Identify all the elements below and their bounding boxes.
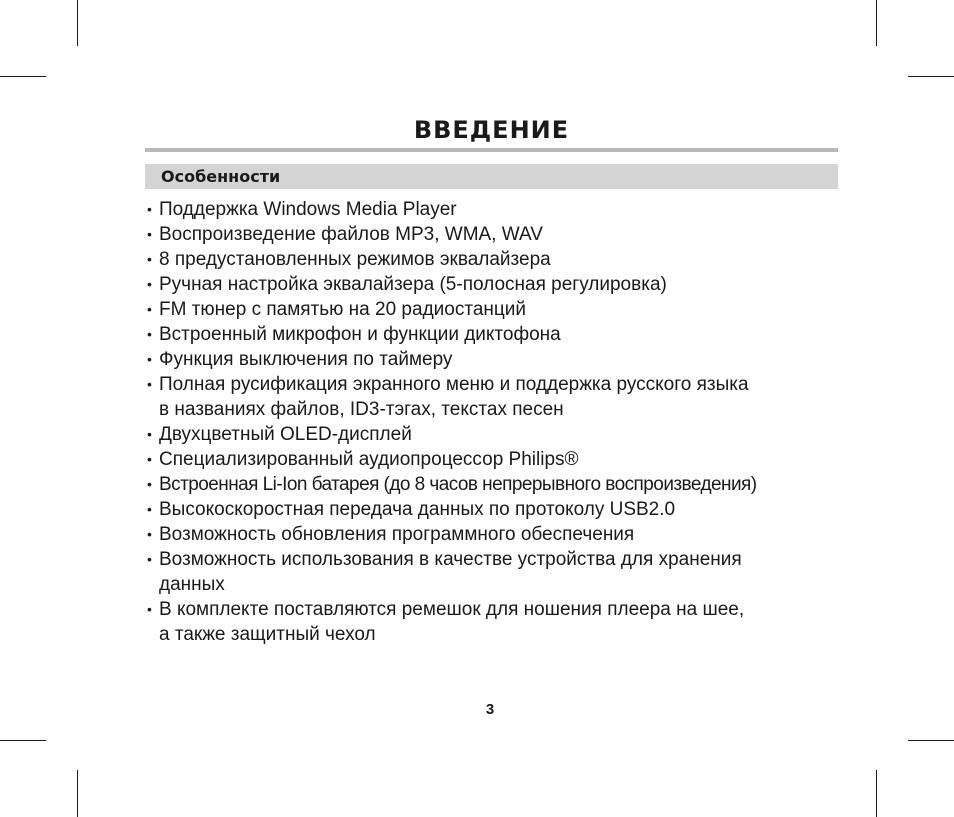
title-rule bbox=[145, 148, 838, 152]
page-title: ВВЕДЕНИЕ bbox=[413, 116, 570, 144]
feature-item bbox=[147, 197, 847, 222]
page-number: 3 bbox=[485, 701, 495, 718]
crop-mark-top-right-vertical bbox=[876, 0, 877, 46]
feature-item bbox=[147, 497, 847, 522]
bullet-icon: • bbox=[147, 476, 152, 492]
feature-item bbox=[147, 547, 847, 597]
bullet-icon: • bbox=[147, 326, 152, 342]
feature-text-line: Возможность обновления программного обеспечения bbox=[159, 524, 635, 545]
bullet-icon: • bbox=[147, 426, 152, 442]
bullet-icon: • bbox=[147, 376, 152, 392]
crop-mark-top-left-vertical bbox=[77, 0, 78, 46]
feature-text-line: Возможность использования в качестве устройства для хранения bbox=[159, 549, 742, 570]
feature-text-line: FM тюнер с памятью на 20 радиостанций bbox=[159, 299, 526, 320]
section-header-bar bbox=[145, 164, 838, 189]
feature-item bbox=[147, 597, 847, 647]
crop-mark-bottom-right-vertical bbox=[876, 770, 877, 817]
feature-text-line: а также защитный чехол bbox=[159, 624, 376, 645]
feature-text-line: Ручная настройка эквалайзера (5-полосная регулировка) bbox=[159, 274, 667, 295]
crop-mark-bottom-right-horizontal bbox=[908, 740, 954, 741]
feature-item bbox=[147, 472, 847, 497]
crop-mark-bottom-left-horizontal bbox=[0, 740, 46, 741]
feature-text-line: Специализированный аудиопроцессор Philips® bbox=[159, 449, 579, 470]
crop-mark-bottom-left-vertical bbox=[77, 770, 78, 817]
bullet-icon: • bbox=[147, 351, 152, 367]
bullet-icon: • bbox=[147, 276, 152, 292]
feature-text-line: Полная русификация экранного меню и поддержка русского языка bbox=[159, 374, 749, 395]
bullet-icon: • bbox=[147, 301, 152, 317]
feature-text-line: Воспроизведение файлов MP3, WMA, WAV bbox=[159, 224, 543, 245]
feature-item bbox=[147, 322, 847, 347]
bullet-icon: • bbox=[147, 226, 152, 242]
feature-text-line: Функция выключения по таймеру bbox=[159, 349, 453, 370]
feature-text-line: в названиях файлов, ID3-тэгах, текстах песен bbox=[159, 399, 564, 420]
crop-mark-top-right-horizontal bbox=[908, 76, 954, 77]
bullet-icon: • bbox=[147, 251, 152, 267]
bullet-icon: • bbox=[147, 201, 152, 217]
feature-item bbox=[147, 297, 847, 322]
feature-text-line: данных bbox=[159, 574, 225, 595]
bullet-icon: • bbox=[147, 501, 152, 517]
feature-text-line: В комплекте поставляются ремешок для ношения плеера на шее, bbox=[159, 599, 745, 620]
feature-text-line: Двухцветный OLED-дисплей bbox=[159, 424, 412, 445]
feature-text-line: Встроенная Li-Ion батарея (до 8 часов непрерывного воспроизведения) bbox=[159, 474, 757, 495]
bullet-icon: • bbox=[147, 601, 152, 617]
feature-text-line: Встроенный микрофон и функции диктофона bbox=[159, 324, 561, 345]
feature-text-line: Высокоскоростная передача данных по протоколу USB2.0 bbox=[159, 499, 676, 520]
bullet-icon: • bbox=[147, 526, 152, 542]
section-title: Особенности bbox=[161, 167, 281, 186]
feature-item bbox=[147, 347, 847, 372]
feature-item bbox=[147, 247, 847, 272]
feature-text-line: 8 предустановленных режимов эквалайзера bbox=[159, 249, 551, 270]
feature-list bbox=[147, 197, 847, 647]
bullet-icon: • bbox=[147, 451, 152, 467]
feature-item bbox=[147, 447, 847, 472]
feature-item bbox=[147, 522, 847, 547]
feature-text-line: Поддержка Windows Media Player bbox=[159, 199, 457, 220]
feature-item bbox=[147, 372, 847, 422]
bullet-icon: • bbox=[147, 551, 152, 567]
crop-mark-top-left-horizontal bbox=[0, 76, 46, 77]
feature-item bbox=[147, 422, 847, 447]
feature-item bbox=[147, 222, 847, 247]
feature-item bbox=[147, 272, 847, 297]
